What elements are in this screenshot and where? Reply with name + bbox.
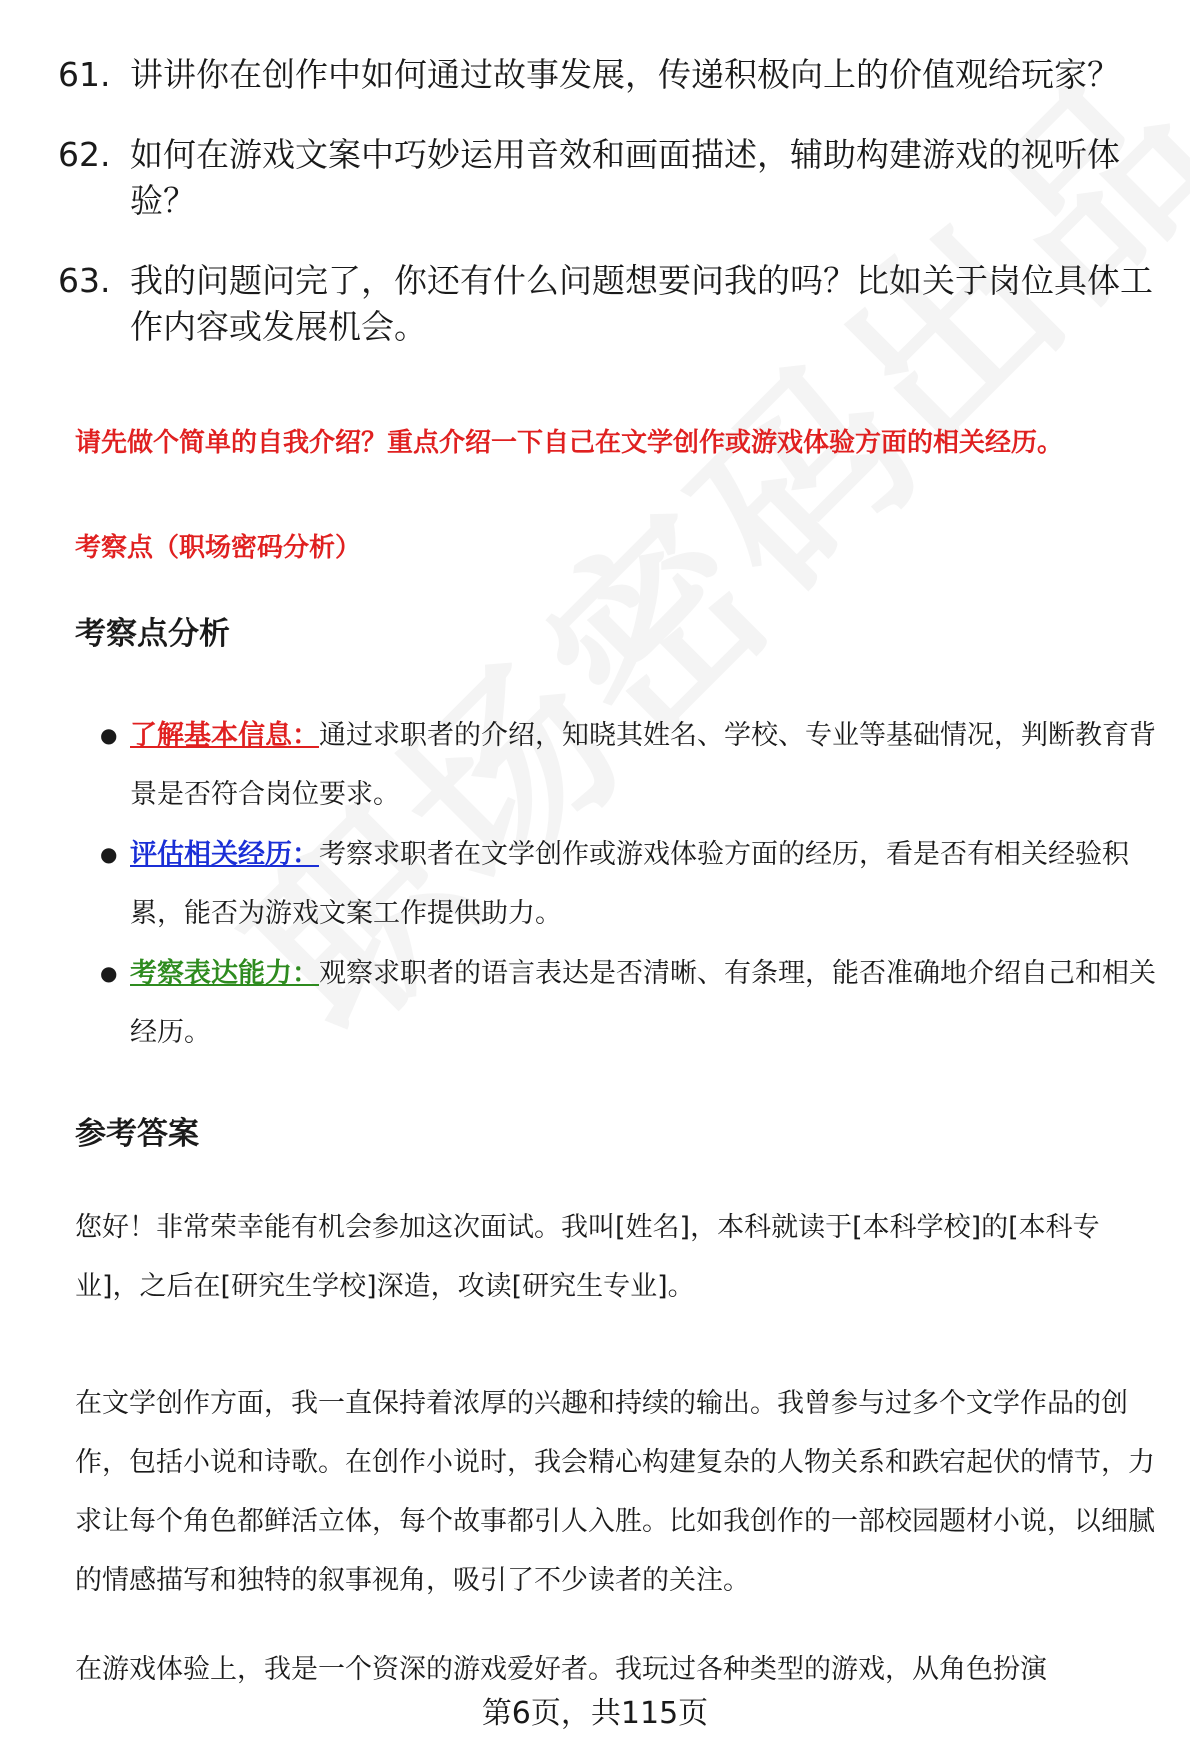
point-text: 通过求职者的介绍，知晓其姓名、学校、专业等基础情况，判断教育背景是否符合岗位要求。 bbox=[130, 720, 1156, 810]
answer-paragraph: 在游戏体验上，我是一个资深的游戏爱好者。我玩过各种类型的游戏，从角色扮演 bbox=[75, 1654, 1047, 1685]
point-text: 观察求职者的语言表达是否清晰、有条理，能否准确地介绍自己和相关经历。 bbox=[130, 958, 1156, 1048]
point-keyword: 评估相关经历： bbox=[130, 839, 319, 870]
question-text: 讲讲你在创作中如何通过故事发展，传递积极向上的价值观给玩家？ bbox=[130, 55, 1120, 94]
bullet-icon: ● bbox=[100, 842, 118, 866]
analysis-point bbox=[100, 706, 1160, 824]
question-list bbox=[58, 52, 1168, 384]
highlight-question: 请先做个简单的自我介绍？重点介绍一下自己在文学创作或游戏体验方面的相关经历。 bbox=[75, 428, 1064, 458]
analysis-point bbox=[100, 825, 1160, 943]
question-item bbox=[58, 52, 1168, 98]
question-number: 63. bbox=[58, 261, 111, 300]
question-item bbox=[58, 258, 1168, 350]
bullet-icon: ● bbox=[100, 723, 118, 747]
question-text: 我的问题问完了，你还有什么问题想要问我的吗？比如关于岗位具体工作内容或发展机会。 bbox=[130, 261, 1153, 346]
point-keyword: 了解基本信息： bbox=[130, 720, 319, 751]
page-footer: 第6页，共115页 bbox=[481, 1696, 709, 1731]
analysis-points bbox=[100, 706, 1160, 1063]
point-keyword: 考察表达能力： bbox=[130, 958, 319, 989]
answer-heading: 参考答案 bbox=[75, 1116, 199, 1152]
question-item bbox=[58, 132, 1168, 224]
answer-paragraph: 您好！非常荣幸能有机会参加这次面试。我叫[姓名]，本科就读于[本科学校]的[本科专业]，之后在[研究生学校]深造，攻读[研究生专业]。 bbox=[75, 1212, 1100, 1302]
analysis-point bbox=[100, 944, 1160, 1062]
question-number: 62. bbox=[58, 135, 111, 174]
analysis-heading: 考察点分析 bbox=[75, 616, 230, 652]
bullet-icon: ● bbox=[100, 961, 118, 985]
point-text: 考察求职者在文学创作或游戏体验方面的经历，看是否有相关经验积累，能否为游戏文案工作提供助力。 bbox=[130, 839, 1129, 929]
question-number: 61. bbox=[58, 55, 111, 94]
question-text: 如何在游戏文案中巧妙运用音效和画面描述，辅助构建游戏的视听体验？ bbox=[130, 135, 1120, 220]
exam-point-label: 考察点（职场密码分析） bbox=[75, 533, 362, 563]
answer-paragraph: 在文学创作方面，我一直保持着浓厚的兴趣和持续的输出。我曾参与过多个文学作品的创作，包括小说和诗歌。在创作小说时，我会精心构建复杂的人物关系和跌宕起伏的情节，力求让每个角色都鲜活立体，每个故事都引人入胜。比如我创作的一部校园题材小说，以细腻的情感描写和独特的叙事视角，吸引了不少读者的关注。 bbox=[75, 1388, 1155, 1596]
